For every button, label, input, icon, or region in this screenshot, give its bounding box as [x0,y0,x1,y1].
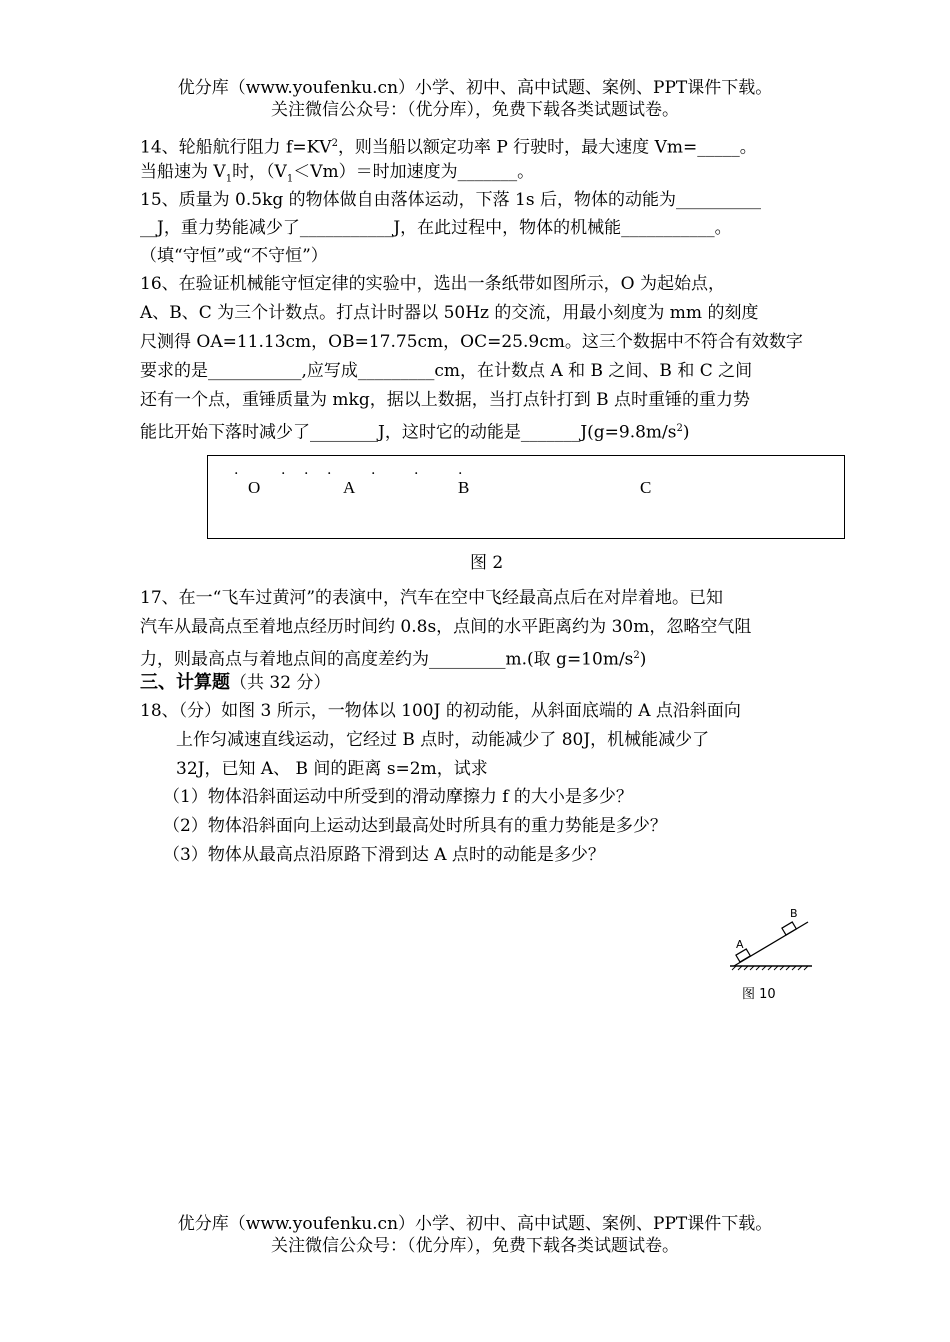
q17-line-2: 汽车从最高点至着地点经历时间约 0.8s，点间的水平距离约为 30m，忽略空气阻 [140,617,752,637]
q16-line-6: 能比开始下落时减少了________J，这时它的动能是$\_\_\_\_\_\_\_J(g=9.8m/s^2)$ [140,422,690,443]
tape-label-o: O [248,478,261,497]
q14-line-1: 14、轮船航行阻力 $f=KV^2$，则当船以额定功率 P 行驶时，最大速度 Vm=_____。 [140,137,757,158]
q16-line-5: 还有一个点，重锤质量为 mkg，据以上数据，当打点针打到 B 点时重锤的重力势 [140,390,751,410]
q18-part-2: （2）物体沿斜面向上运动达到最高处时所具有的重力势能是多少？ [163,816,667,836]
tape-label-a: A [343,478,356,497]
q18-part-3: （3）物体从最高点沿原路下滑到达 A 点时的动能是多少？ [163,845,605,865]
block-b [782,922,796,935]
header-line-2: 关注微信公众号：（优分库），免费下载各类试题试卷。 [271,100,679,120]
q18-part-1: （1）物体沿斜面运动中所受到的滑动摩擦力 f 的大小是多少？ [163,787,633,807]
tape-dot: . [371,462,376,478]
q14-line-2: 当船速为 $V_1$时，$(V_1<Vm)=$时加速度为_______。 [140,162,535,185]
q18-line-3: 32J，已知 A、 B 间的距离 s=2m，试求 [176,759,488,779]
tape-label-c: C [640,478,652,497]
footer-line-2: 关注微信公众号：（优分库），免费下载各类试题试卷。 [271,1236,679,1256]
q16-line-1: 16、在验证机械能守恒定律的实验中，选出一条纸带如图所示，O 为起始点， [140,274,725,294]
incline-label-a: A [736,938,744,951]
incline-caption: 图 10 [742,987,776,1002]
footer-line-1: 优分库（www.youfenku.cn）小学、初中、高中试题、案例、PPT课件下载。 [177,1214,773,1234]
tape-dot: . [234,462,239,478]
incline-figure [728,900,828,1005]
tape-label-b: B [458,478,470,497]
q16-line-3: 尺测得 OA=11.13cm，OB=17.75cm，OC=25.9cm。这三个数据中不符合有效数字 [140,332,803,352]
q15-line-2: __J，重力势能减少了___________J，在此过程中，物体的机械能___________。 [140,218,732,238]
q15-line-1: 15、质量为 0.5kg 的物体做自由落体运动，下落 1s 后，物体的动能为__________ [140,190,762,210]
q17-line-3: 力，则最高点与着地点间的高度差约为_________m.(取 $g=10m/s^2$) [140,649,647,670]
tape-dot: . [281,462,286,478]
figure-2-caption: 图 2 [470,553,504,573]
q15-line-3: （填“守恒”或“不守恒”） [140,246,328,266]
tape-dot: . [327,462,332,478]
q16-line-4: 要求的是___________,应写成_________cm，在计数点 A 和 B 之间、B 和 C 之间 [140,361,753,381]
tape-dot: . [458,462,463,478]
tape-dot: . [304,462,309,478]
q18-line-2: 上作匀减速直线运动，它经过 B 点时，动能减少了 80J，机械能减少了 [176,730,710,750]
q18-line-1: 18、（分）如图 3 所示，一物体以 100J 的初动能，从斜面底端的 A 点沿斜面向 [140,701,741,721]
q16-line-2: A、B、C 为三个计数点。打点计时器以 50Hz 的交流，用最小刻度为 mm 的刻度 [140,303,759,323]
tape-dot: . [414,462,419,478]
section-3-heading: 三、计算题（共 32 分） [140,672,331,693]
q17-line-1: 17、在一“飞车过黄河”的表演中，汽车在空中飞经最高点后在对岸着地。已知 [140,588,724,608]
paper-tape-figure [207,455,845,539]
header-line-1: 优分库（www.youfenku.cn）小学、初中、高中试题、案例、PPT课件下载。 [177,78,773,98]
incline-label-b: B [790,907,798,920]
